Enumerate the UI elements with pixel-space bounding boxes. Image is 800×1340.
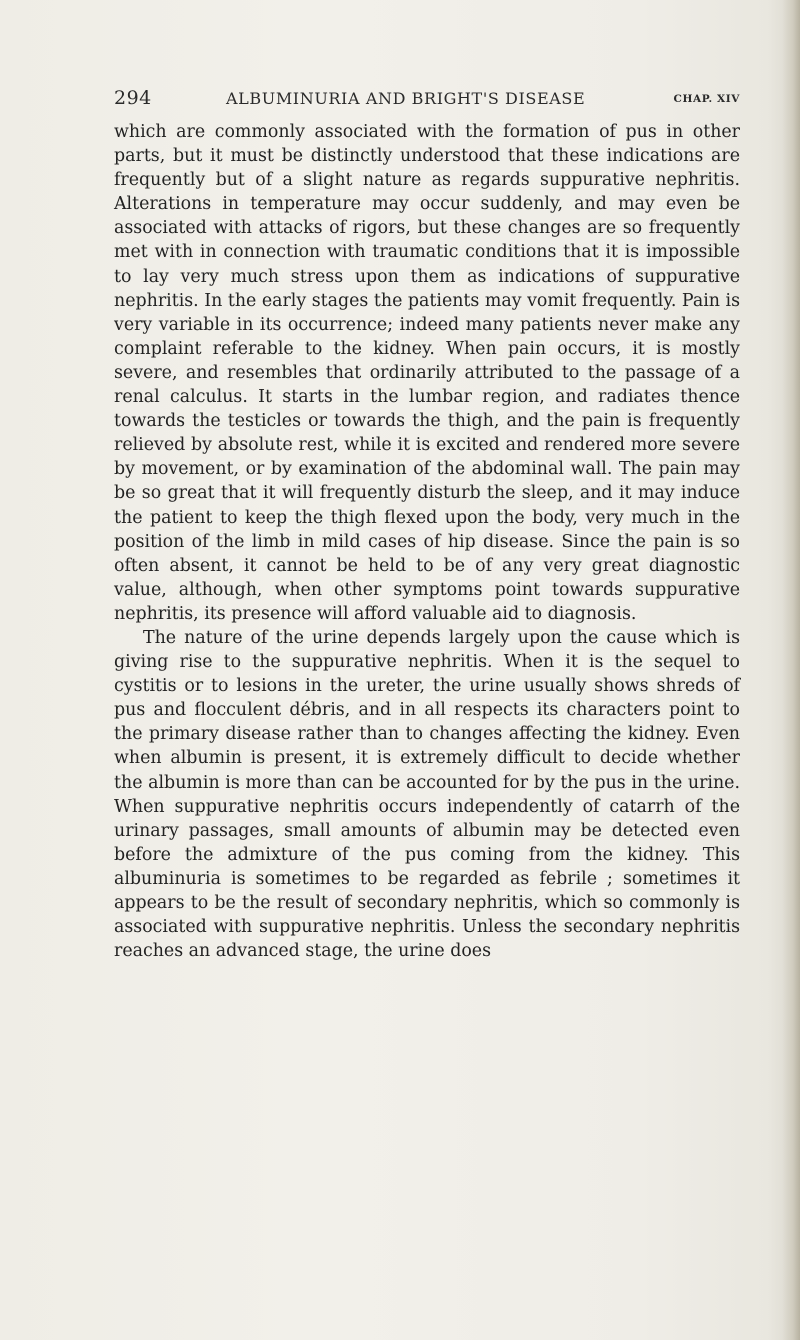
chapter-label: CHAP. XIV	[673, 93, 740, 105]
page-number: 294	[114, 87, 152, 109]
paragraph-1: which are commonly associated with the formation of pus in other parts, but it must be distinctly understood that these indications are frequently but of a slight nature as regards suppurative nephritis. Alterations in temperature may occur suddenly, and may even be associated with attacks of rigors, but these changes are so frequently met with in connection with traumatic conditions that it is impossible to lay very much stress upon them as indications of suppurative nephritis. In the early stages the patients may vomit frequently. Pain is very variable in its occurrence; indeed many patients never make any complaint referable to the kidney. When pain occurs, it is mostly severe, and resembles that ordinarily attributed to the passage of a renal calculus. It starts in the lumbar region, and radiates thence towards the testicles or towards the thigh, and the pain is frequently relieved by absolute rest, while it is excited and rendered more severe by movement, or by examination of the abdominal wall. The pain may be so great that it will frequently disturb the sleep, and it may induce the patient to keep the thigh flexed upon the body, very much in the position of the limb in mild cases of hip disease. Since the pain is so often absent, it cannot be held to be of any very great diagnostic value, although, when other symptoms point towards suppurative nephritis, its presence will afford valuable aid to diagnosis.	[114, 122, 741, 624]
running-header	[114, 87, 740, 111]
running-title: ALBUMINURIA AND BRIGHT'S DISEASE	[226, 89, 586, 108]
body-text	[114, 120, 740, 963]
page-edge-shadow	[782, 0, 800, 1340]
paragraph-2: The nature of the urine depends largely upon the cause which is giving rise to the suppurative nephritis. When it is the sequel to cystitis or to lesions in the ureter, the urine usually shows shreds of pus and flocculent débris, and in all respects its characters point to the primary disease rather than to changes affecting the kidney. Even when albumin is present, it is extremely difficult to decide whether the albumin is more than can be accounted for by the pus in the urine. When suppurative nephritis occurs independently of catarrh of the urinary passages, small amounts of albumin may be detected even before the admixture of the pus coming from the kidney. This albuminuria is sometimes to be regarded as febrile ; sometimes it appears to be the result of secondary nephritis, which so commonly is associated with suppurative nephritis. Unless the secondary nephritis reaches an advanced stage, the urine does	[114, 627, 740, 962]
